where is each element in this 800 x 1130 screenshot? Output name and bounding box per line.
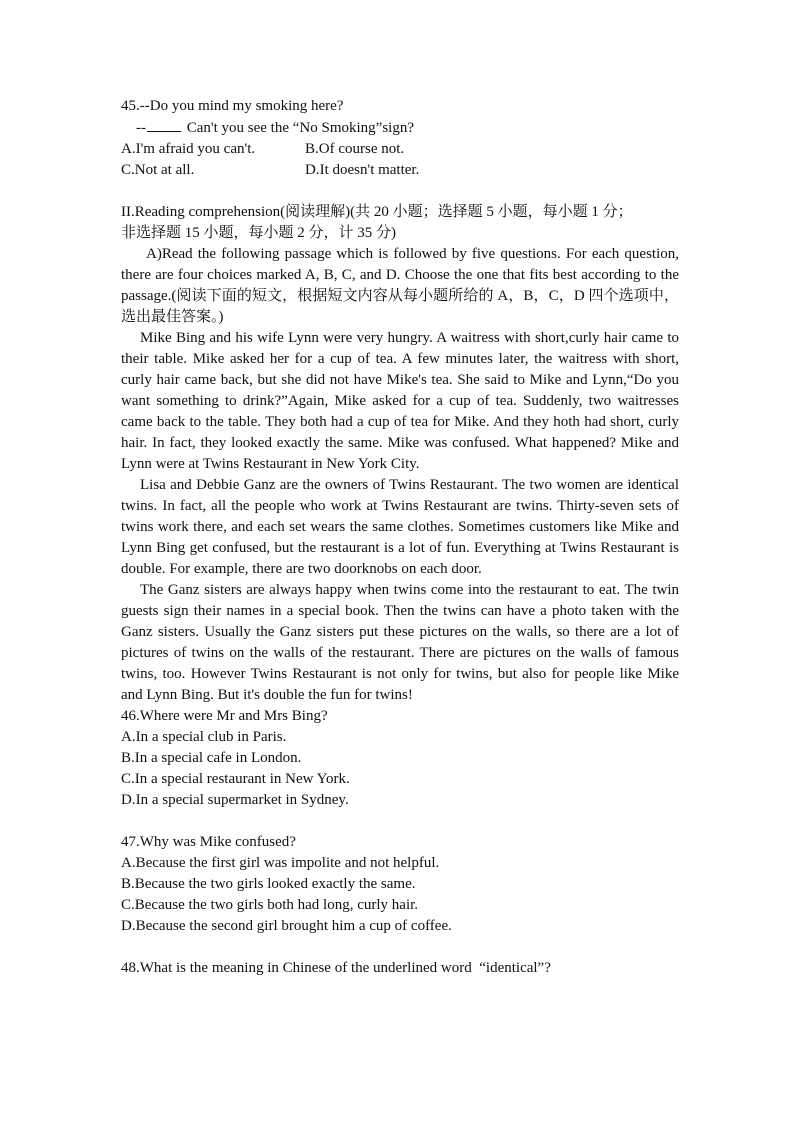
answer-blank bbox=[147, 117, 181, 132]
q45-option-a: A.I'm afraid you can't. bbox=[121, 141, 256, 157]
q45-reply: -- Can't you see the “No Smoking”sign? bbox=[121, 117, 679, 139]
q46-option-c: C.In a special restaurant in New York. bbox=[121, 771, 350, 787]
section-heading-line-2: 非选择题 15 小题，每小题 2 分，计 35 分) bbox=[121, 225, 396, 241]
q45-option-b: B.Of course not. bbox=[305, 141, 405, 157]
passage-paragraph-2: Lisa and Debbie Ganz are the owners of Twins Restaurant. The two women are identical twins. In fact, all the people who work at Twins Restaurant are twins. Thirty-seven sets of twins work there, and each set wears the same clothes. Sometimes customers like Mike and Lynn Bing get confused, but the restaurant is a lot of fun. Everything at Twins Restaurant is double. For example, there are two doorknobs on each door. bbox=[121, 477, 679, 577]
q45-option-d: D.It doesn't matter. bbox=[305, 162, 420, 178]
q47-question: 47.Why was Mike confused? bbox=[121, 834, 296, 850]
q46-option-b: B.In a special cafe in London. bbox=[121, 750, 302, 766]
q46-question: 46.Where were Mr and Mrs Bing? bbox=[121, 708, 328, 724]
q45-option-c: C.Not at all. bbox=[121, 162, 195, 178]
q46-option-d: D.In a special supermarket in Sydney. bbox=[121, 792, 349, 808]
q47-option-d: D.Because the second girl brought him a cup of coffee. bbox=[121, 918, 452, 934]
passage-paragraph-1: Mike Bing and his wife Lynn were very hungry. A waitress with short,curly hair came to their table. Mike asked her for a cup of tea. A few minutes later, the waitress with short, curly hair came back, but she did not have Mike's tea. She said to Mike and Lynn,“Do you want something to drink?”Again, Mike asked for a cup of tea. Suddenly, two waitresses came back to the table. They both had a cup of tea for Mike. And they hoth had short, curly hair. In fact, they looked exactly the same. Mike was confused. What happened? Mike and Lynn were at Twins Restaurant in New York City. bbox=[121, 330, 679, 472]
q45-question: 45.--Do you mind my smoking here? bbox=[121, 98, 344, 114]
q46-option-a: A.In a special club in Paris. bbox=[121, 729, 287, 745]
q45-options-row-2 bbox=[121, 160, 679, 181]
q48-question: 48.What is the meaning in Chinese of the underlined word “identical”? bbox=[121, 960, 551, 976]
section-instructions: A)Read the following passage which is followed by five questions. For each question, there are four choices marked A, B, C, and D. Choose the one that fits best according to the passage.(阅读下面的短文，根据短文内容从每小题所给的 A，B，C，D 四个选项中，选出最佳答案。) bbox=[121, 246, 679, 325]
q47-option-c: C.Because the two girls both had long, curly hair. bbox=[121, 897, 419, 913]
q45-options-row-1 bbox=[121, 139, 679, 160]
q47-option-a: A.Because the first girl was impolite and not helpful. bbox=[121, 855, 440, 871]
section-heading-line-1: II.Reading comprehension(阅读理解)(共 20 小题；选择题 5 小题，每小题 1 分； bbox=[121, 204, 633, 220]
passage-paragraph-3: The Ganz sisters are always happy when twins come into the restaurant to eat. The twin guests sign their names in a special book. Then the twins can have a photo taken with the Ganz sisters. Usually the Ganz sisters put these pictures on the walls, so there are a lot of pictures of twins on the walls of the restaurant. There are pictures on the walls of famous twins, too. However Twins Restaurant is not only for twins, but also for people like Mike and Lynn Bing. But it's double the fun for twins! bbox=[121, 582, 679, 703]
document-page bbox=[121, 96, 679, 979]
q47-option-b: B.Because the two girls looked exactly the same. bbox=[121, 876, 416, 892]
